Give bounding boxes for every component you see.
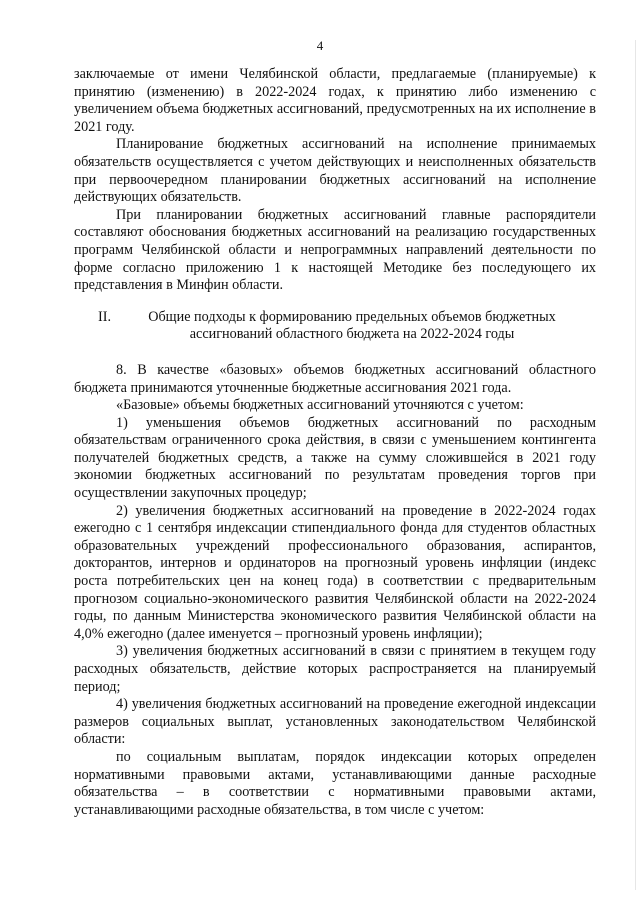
page-number: 4	[316, 38, 324, 53]
list-item-2: 2) увеличения бюджетных ассигнований на проведение в 2022-2024 годах ежегодно с 1 сентября индексации стипендиального фонда для студентов областных образовательных учреждений профессионального образования, аспирантов, докторантов, интернов и ординаторов на прогнозный уровень инфляции (индекс роста потребительских цен на конец года) в соответствии с предварительным прогнозом социально-экономического развития Челябинской области на 2022-2024 годы, по данным Министерства экономического развития Челябинской области на 4,0% ежегодно (далее именуется – прогнозный уровень инфляции);	[74, 502, 596, 642]
section-heading	[74, 309, 596, 344]
paragraph-planning: Планирование бюджетных ассигнований на исполнение принимаемых обязательств осуществляется с учетом действующих и неисполненных обязательств при первоочередном планировании бюджетных ассигнований на исполнение действующих обязательств.	[74, 136, 596, 206]
list-item-1: 1) уменьшения объемов бюджетных ассигнований по расходным обязательствам ограниченного срока действия, в связи с уменьшением контингента получателей бюджетных средств, а также на сумму сложившейся в 2021 году экономии бюджетных ассигнований по результатам проведения торгов при осуществлении закупочных процедур;	[74, 414, 596, 502]
scan-edge-line	[635, 40, 636, 890]
paragraph-continuation: заключаемые от имени Челябинской области, предлагаемые (планируемые) к принятию (изменению) в 2022-2024 годах, к принятию либо изменению с увеличением объема бюджетных ассигнований, предусмотренных на их исполнение в 2021 году.	[74, 66, 596, 135]
paragraph-social-payments: по социальным выплатам, порядок индексации которых определен нормативными правовыми актами, устанавливающими данные расходные обязательства – в соответствии с нормативными правовыми актами, устанавливающими расходные обязательства, в том числе с учетом:	[74, 748, 596, 818]
document-body	[74, 66, 596, 819]
section-number: II.	[98, 308, 111, 325]
paragraph-justification: При планировании бюджетных ассигнований главные распорядители составляют обоснования бюджетных ассигнований на реализацию государственных программ Челябинской области и непрограммных направлений деятельности по форме согласно приложению 1 к настоящей Методике без последующего их представления в Минфин области.	[74, 206, 596, 294]
list-item-3: 3) увеличения бюджетных ассигнований в связи с принятием в текущем году расходных обязательств, действие которых распространяется на планируемый период;	[74, 643, 596, 695]
paragraph-base-volumes: «Базовые» объемы бюджетных ассигнований уточняются с учетом:	[116, 397, 524, 414]
list-item-4: 4) увеличения бюджетных ассигнований на проведение ежегодной индексации размеров социальных выплат, установленных законодательством Челябинской области:	[74, 696, 596, 748]
section-title: Общие подходы к формированию предельных объемов бюджетных ассигнований областного бюджета на 2022-2024 годы	[148, 308, 556, 343]
paragraph-item-8: 8. В качестве «базовых» объемов бюджетных ассигнований областного бюджета принимаются уточненные бюджетные ассигнования 2021 года.	[74, 361, 596, 396]
